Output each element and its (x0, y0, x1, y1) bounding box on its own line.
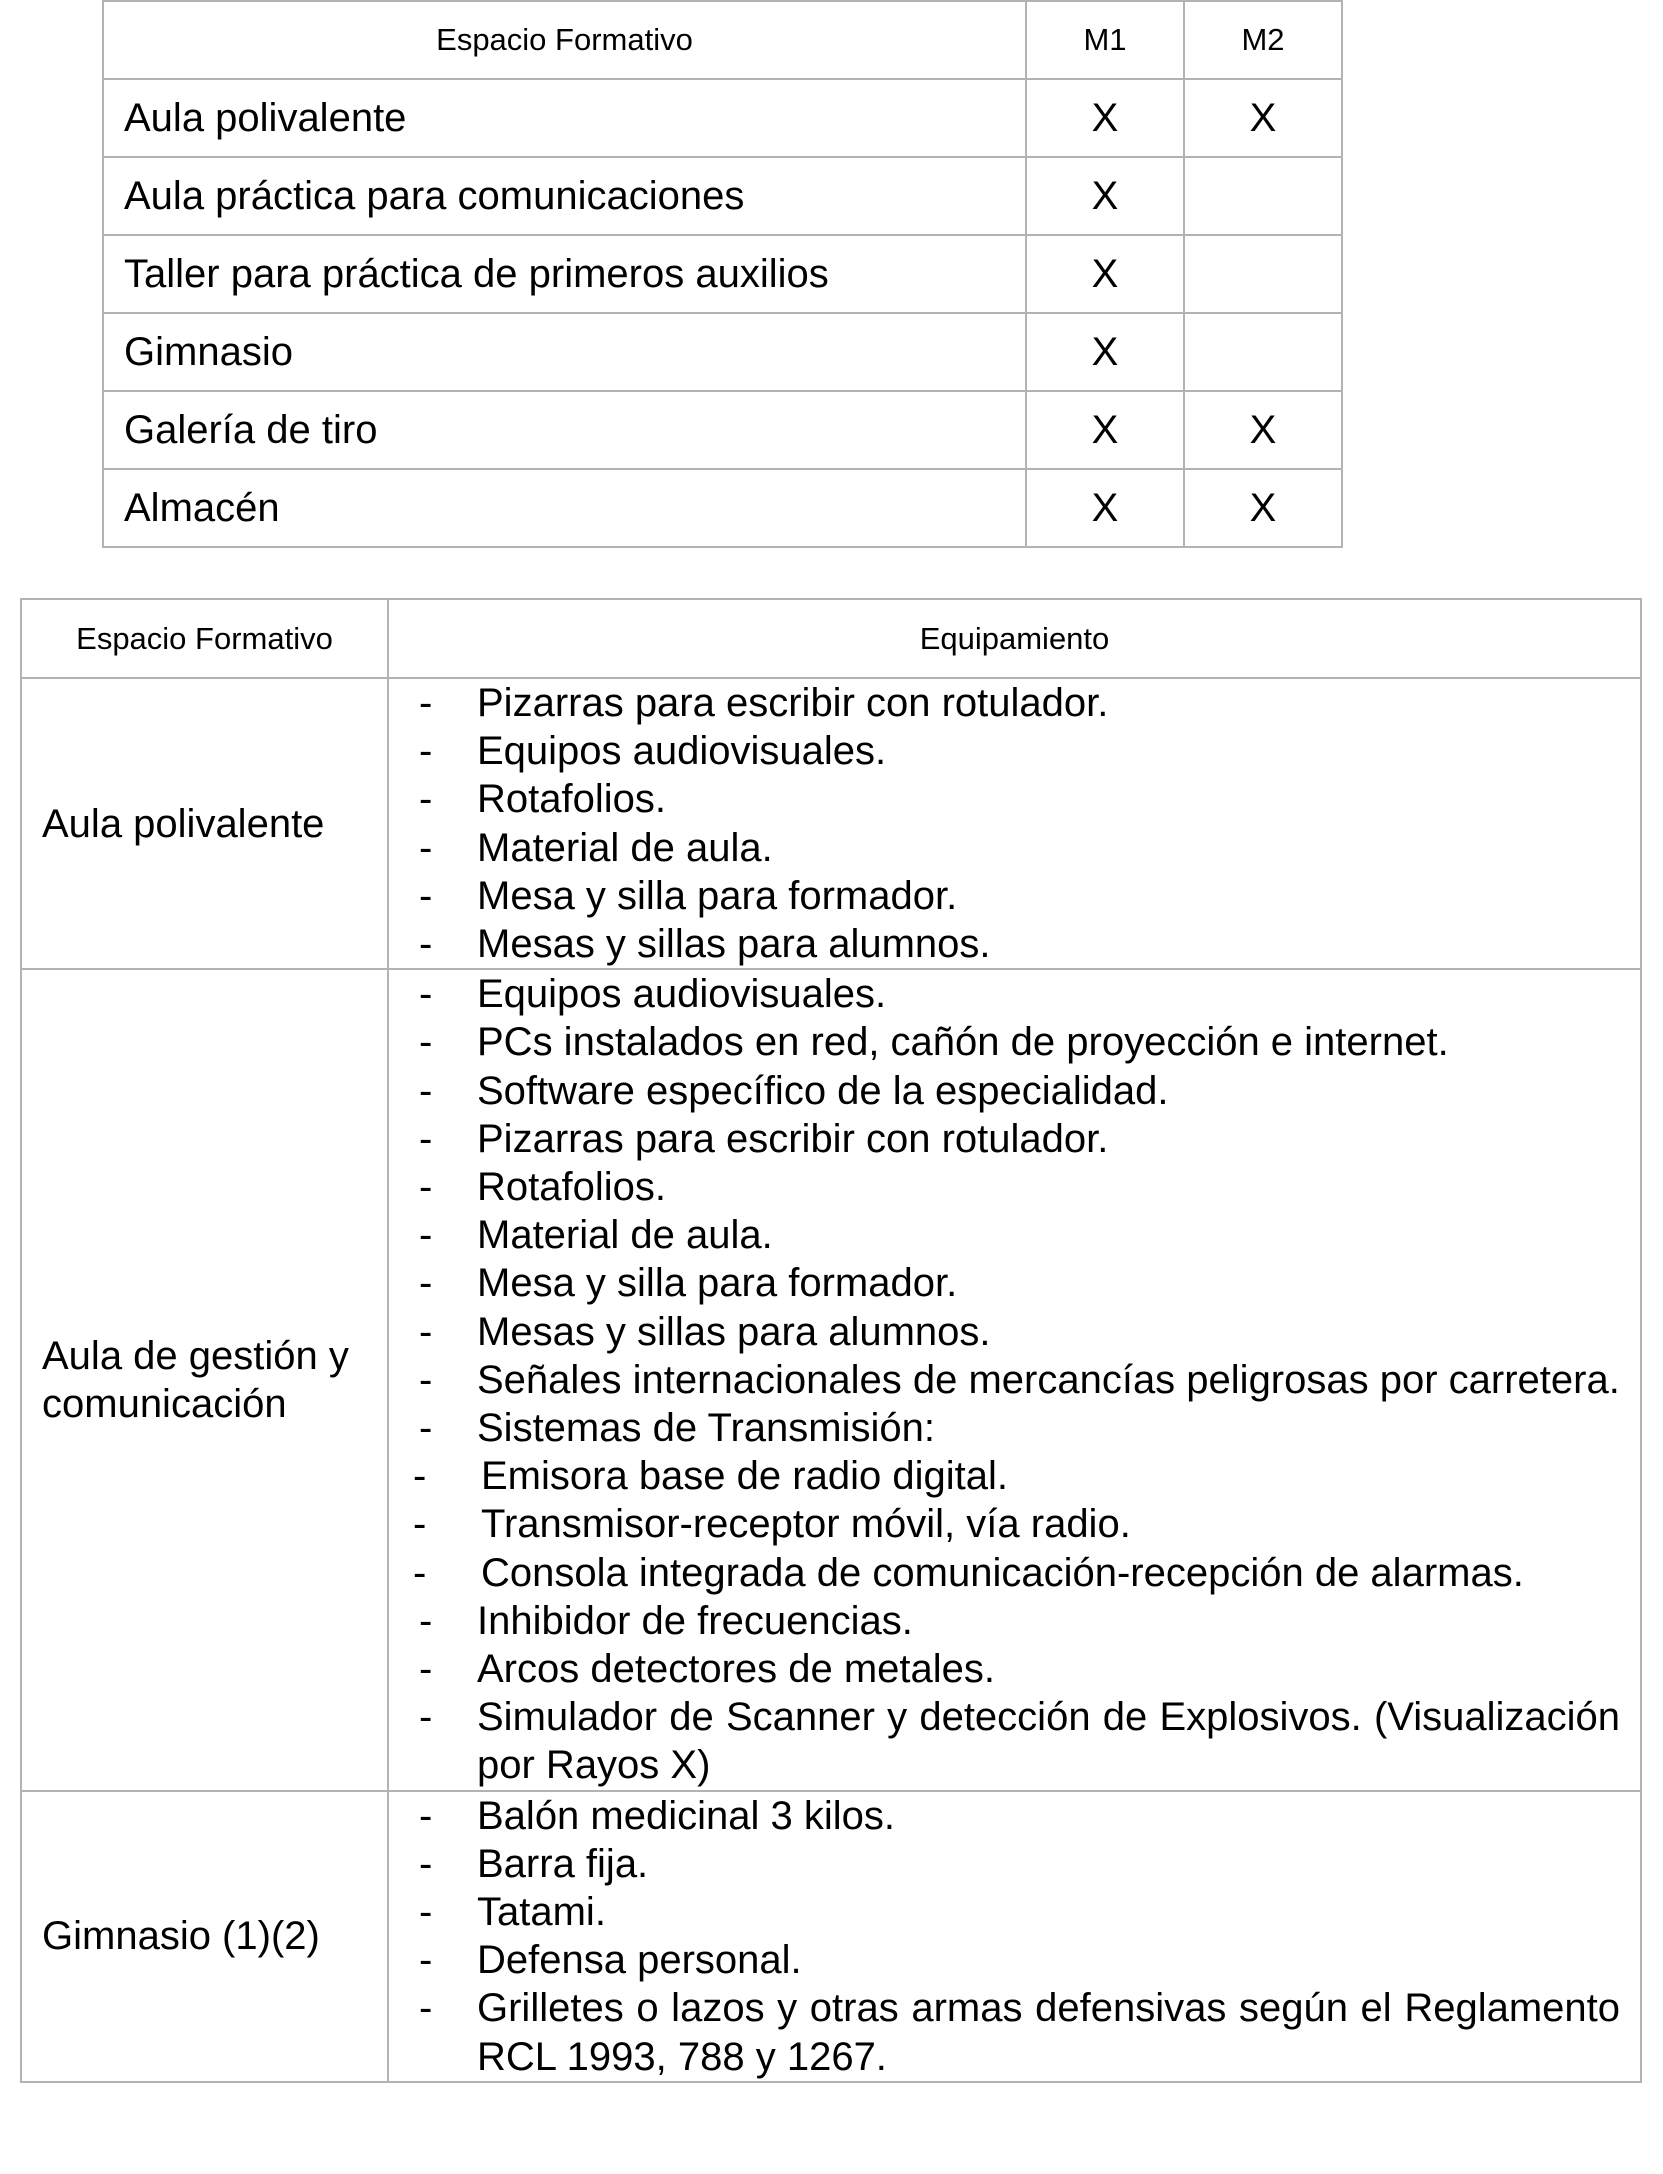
list-item: - Rotafolios. (413, 775, 1620, 823)
list-item: - PCs instalados en red, cañón de proyección e internet. (413, 1018, 1620, 1066)
table-row (21, 678, 1641, 969)
space-name: Aula de gestión y comunicación (21, 969, 388, 1790)
header-m1: M1 (1026, 1, 1184, 79)
list-item: - Arcos detectores de metales. (413, 1645, 1620, 1693)
m1-mark: X (1026, 79, 1184, 157)
space-name: Aula práctica para comunicaciones (103, 157, 1026, 235)
m2-mark: X (1184, 469, 1342, 547)
equipment-cell (388, 678, 1641, 969)
list-item: - Rotafolios. (413, 1163, 1620, 1211)
list-item: - Grilletes o lazos y otras armas defensivas según el Reglamento RCL 1993, 788 y 1267. (413, 1984, 1620, 2080)
list-item: - Simulador de Scanner y detección de Explosivos. (Visualización por Rayos X) (413, 1693, 1620, 1789)
list-item: - Mesas y sillas para alumnos. (413, 920, 1620, 968)
table-row (21, 1791, 1641, 2082)
m2-mark: X (1184, 391, 1342, 469)
list-item: - Tatami. (413, 1888, 1620, 1936)
header-m2: M2 (1184, 1, 1342, 79)
m1-mark: X (1026, 157, 1184, 235)
m1-mark: X (1026, 313, 1184, 391)
space-name: Almacén (103, 469, 1026, 547)
list-item: - Material de aula. (413, 824, 1620, 872)
table-row (103, 391, 1342, 469)
list-item: - Inhibidor de frecuencias. (413, 1597, 1620, 1645)
equipment-list (413, 1792, 1620, 2081)
table-row (21, 969, 1641, 1790)
space-name: Taller para práctica de primeros auxilios (103, 235, 1026, 313)
sublist-container (413, 1452, 1620, 1597)
list-item: - Señales internacionales de mercancías peligrosas por carretera. (413, 1356, 1620, 1404)
m1-mark: X (1026, 391, 1184, 469)
equipment-cell (388, 969, 1641, 1790)
list-item: - Mesa y silla para formador. (413, 872, 1620, 920)
m2-mark (1184, 313, 1342, 391)
spaces-modules-table (102, 0, 1343, 548)
header-espacio-formativo: Espacio Formativo (103, 1, 1026, 79)
space-name: Aula polivalente (21, 678, 388, 969)
list-item: - Equipos audiovisuales. (413, 727, 1620, 775)
m2-mark: X (1184, 79, 1342, 157)
list-item: - Pizarras para escribir con rotulador. (413, 1115, 1620, 1163)
m2-mark (1184, 235, 1342, 313)
space-name: Aula polivalente (103, 79, 1026, 157)
list-item: - Barra fija. (413, 1840, 1620, 1888)
list-item: - Balón medicinal 3 kilos. (413, 1792, 1620, 1840)
space-name: Gimnasio (103, 313, 1026, 391)
table-header-row (21, 599, 1641, 678)
equipment-table (20, 598, 1642, 2083)
sub-list-item: - Transmisor-receptor móvil, vía radio. (413, 1500, 1620, 1548)
list-item: - Material de aula. (413, 1211, 1620, 1259)
space-name: Galería de tiro (103, 391, 1026, 469)
list-item: - Mesa y silla para formador. (413, 1259, 1620, 1307)
list-item: - Defensa personal. (413, 1936, 1620, 1984)
table-row (103, 79, 1342, 157)
list-item: - Mesas y sillas para alumnos. (413, 1308, 1620, 1356)
transmission-systems-sublist (413, 1452, 1620, 1597)
table-row (103, 313, 1342, 391)
list-item: - Equipos audiovisuales. (413, 970, 1620, 1018)
sub-list-item: - Consola integrada de comunicación-recepción de alarmas. (413, 1549, 1620, 1597)
table-row (103, 469, 1342, 547)
table-row (103, 235, 1342, 313)
equipment-cell (388, 1791, 1641, 2082)
sub-list-item: - Emisora base de radio digital. (413, 1452, 1620, 1500)
table-header-row (103, 1, 1342, 79)
equipment-list (413, 679, 1620, 968)
header-equipamiento: Equipamiento (388, 599, 1641, 678)
list-item: - Pizarras para escribir con rotulador. (413, 679, 1620, 727)
list-item: - Sistemas de Transmisión: (413, 1404, 1620, 1452)
m1-mark: X (1026, 235, 1184, 313)
space-name: Gimnasio (1)(2) (21, 1791, 388, 2082)
m2-mark (1184, 157, 1342, 235)
list-item: - Software específico de la especialidad. (413, 1067, 1620, 1115)
table-row (103, 157, 1342, 235)
header-espacio-formativo: Espacio Formativo (21, 599, 388, 678)
equipment-list (413, 970, 1620, 1789)
m1-mark: X (1026, 469, 1184, 547)
